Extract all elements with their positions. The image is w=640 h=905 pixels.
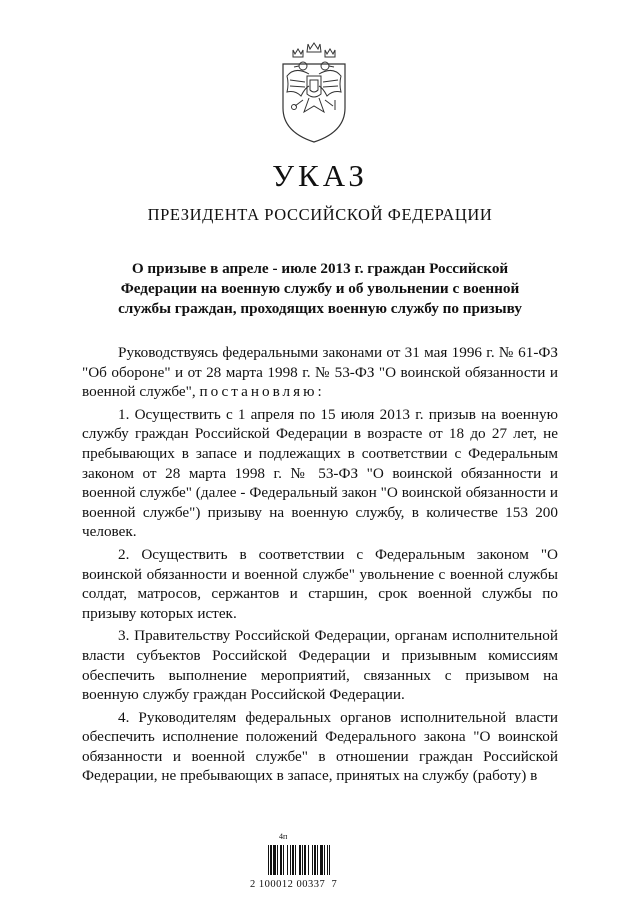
paragraph-4: 4. Руководителям федеральных органов исполнительной власти обеспечить исполнение положений Федерального закона "О воинской обязанности и военной службе" в отношении граждан Российской Федерации, не пребывающих в запасе, принятых на службу (работу) в (82, 708, 558, 785)
coat-of-arms-emblem (279, 40, 349, 144)
decree-body (82, 343, 558, 789)
barcode-number: 2 100012 00337 7 (250, 879, 338, 890)
preamble (82, 343, 558, 402)
document-subtitle: ПРЕЗИДЕНТА РОССИЙСКОЙ ФЕДЕРАЦИИ (147, 205, 493, 224)
paragraph-2: 2. Осуществить в соответствии с Федеральным законом "О воинской обязанности и военной службе" увольнение с военной службы солдат, матросов, сержантов и старшин, срок военной службы по призыву которых истек. (82, 545, 558, 622)
paragraph-1: 1. Осуществить с 1 апреля по 15 июля 2013 г. призыв на военную службу граждан Российской Федерации в возрасте от 18 до 27 лет, не пребывающих в запасе и подлежащих в соответствии с Федеральным законом от 28 марта 1998 г. № 53-ФЗ "О воинской обязанности и военной службе" (далее - Федеральный закон "О воинской обязанности и военной службе") призыву на военную службу, в количестве 153 200 человек. (82, 405, 558, 541)
decree-heading: О призыве в апреле - июле 2013 г. граждан Российской Федерации на военную службу и об увольнении с военной службы граждан, проходящих военную службу по призыву (118, 260, 522, 317)
footer-mark: 4п (279, 832, 288, 841)
decree-verb: постановляю: (199, 383, 325, 401)
preamble-text: Руководствуясь федеральными законами от 31 мая 1996 г. № 61-ФЗ "Об обороне" и от 28 марта 1998 г. № 53-ФЗ "О воинской обязанности и военной службе", (82, 344, 558, 401)
paragraph-3: 3. Правительству Российской Федерации, органам исполнительной власти субъектов Российской Федерации и призывным комиссиям обеспечить выполнение мероприятий, связанных с призывом на военную службу граждан Российской Федерации. (82, 627, 558, 704)
barcode (268, 845, 354, 875)
document-title: УКАЗ (272, 158, 368, 193)
